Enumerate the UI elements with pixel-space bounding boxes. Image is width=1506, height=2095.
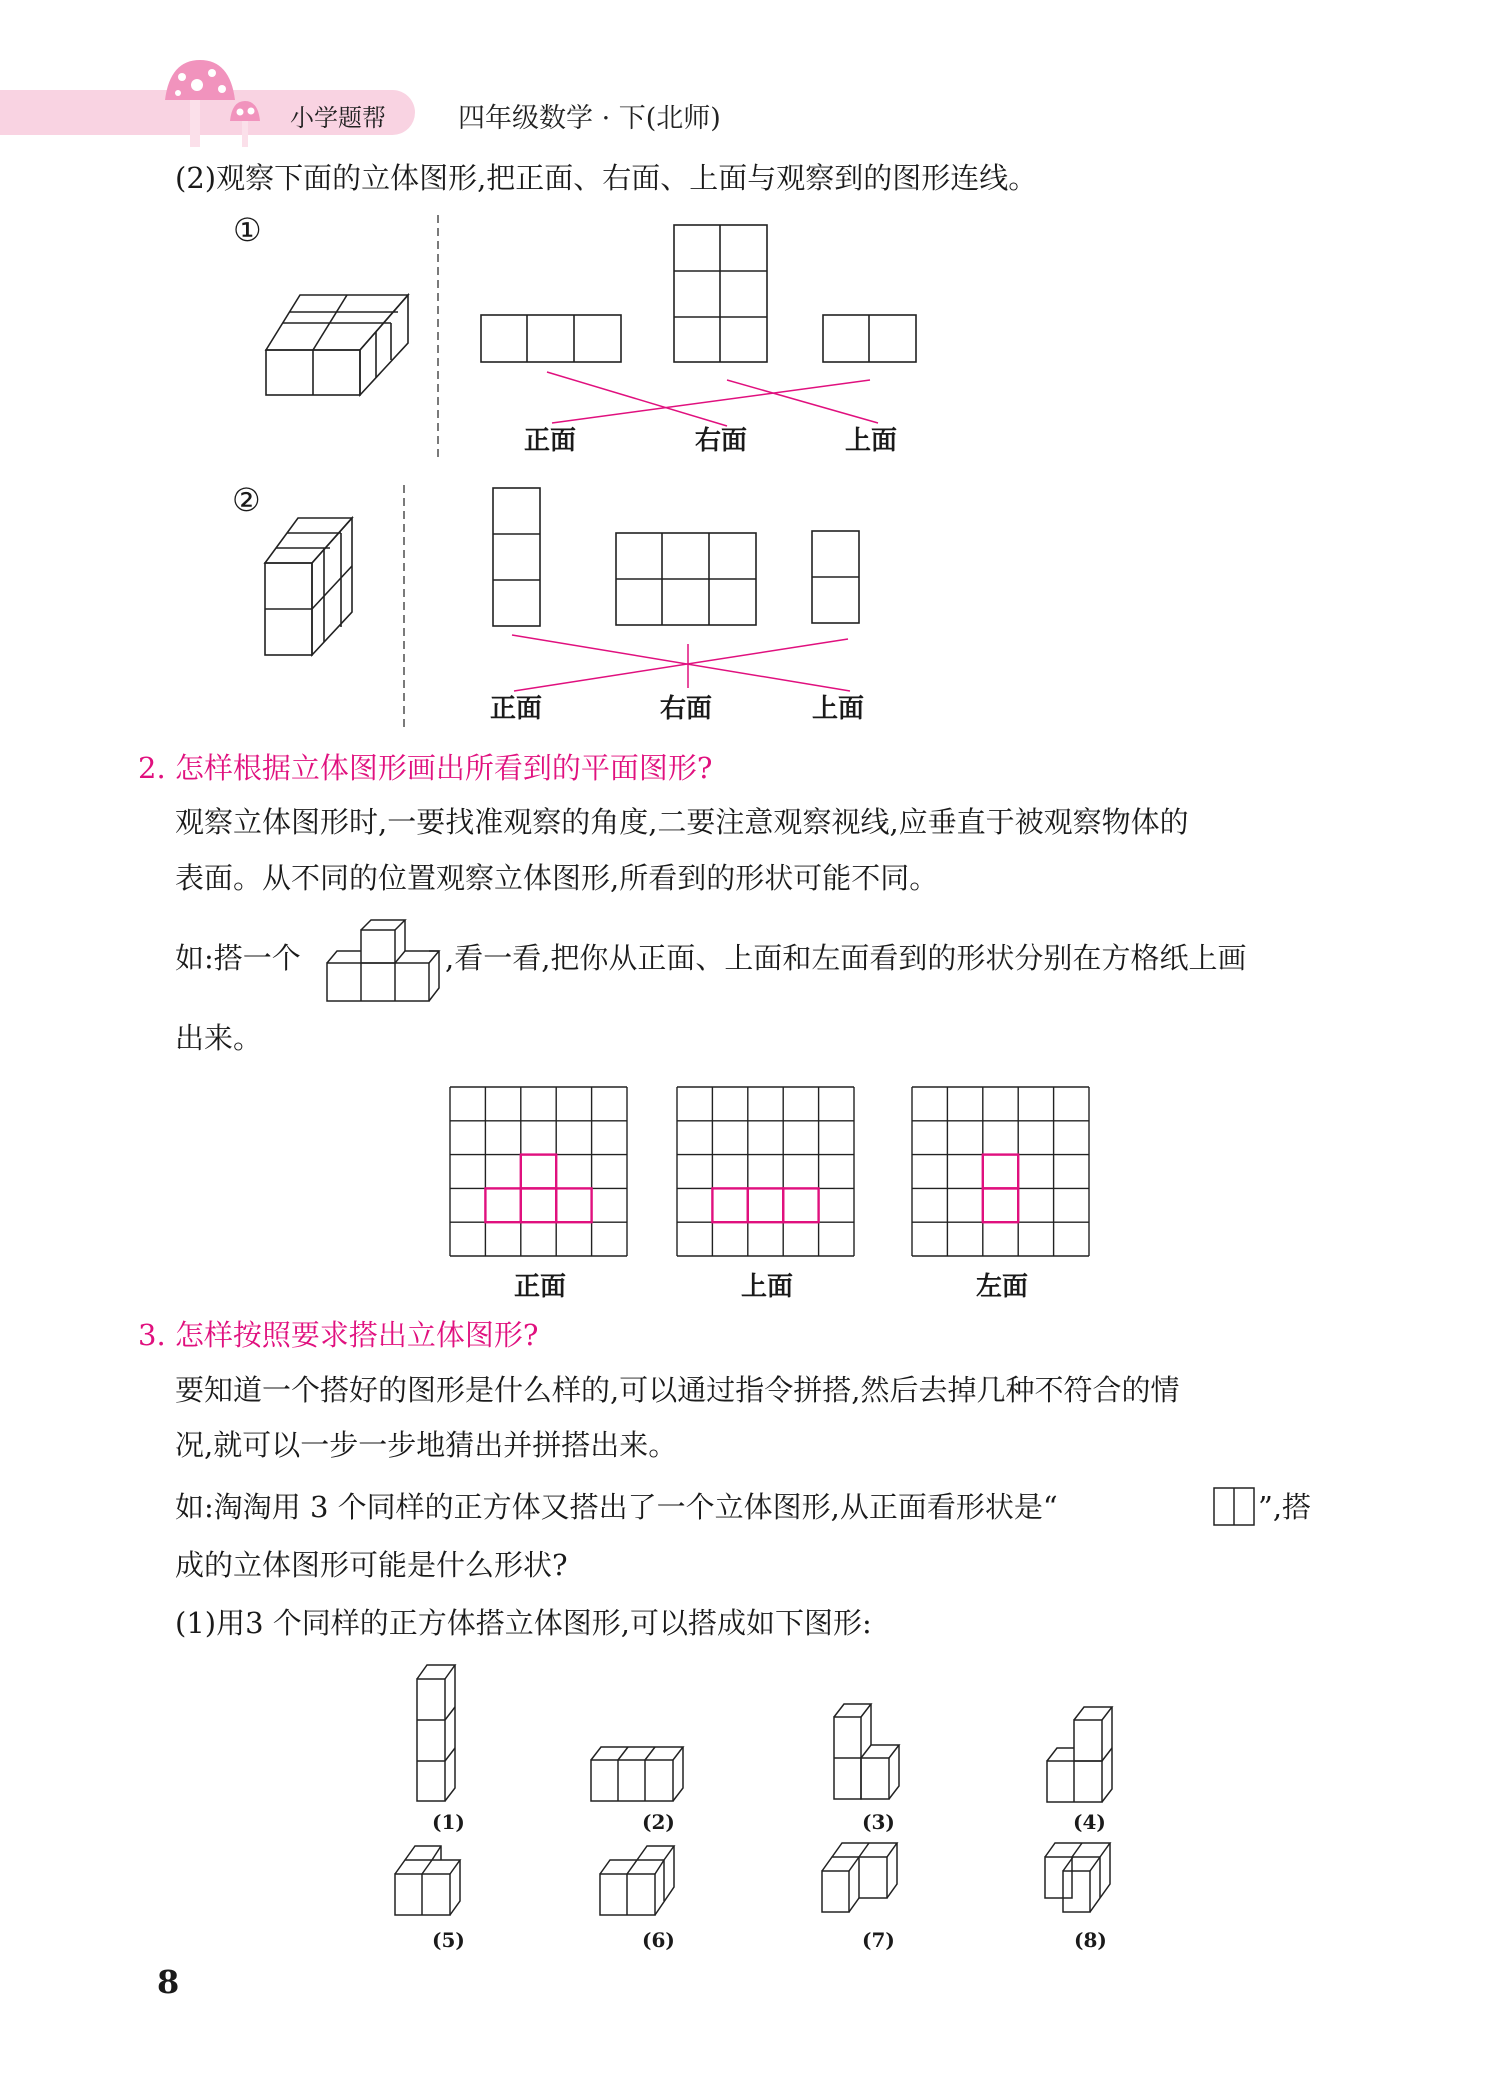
section2-example-prefix: 如:搭一个 <box>175 941 301 975</box>
exercise1-divider <box>436 215 440 460</box>
figure-3-l-shape <box>833 1703 903 1803</box>
exercise2-label-front: 正面 <box>490 694 543 724</box>
figure-caption-8: (8) <box>1074 1928 1107 1952</box>
grid-front-view <box>449 1086 629 1258</box>
exercise2-divider <box>402 485 406 730</box>
mushroom-logo-icon <box>160 55 290 150</box>
section3-para-line2: 况,就可以一步一步地猜出并拼搭出来。 <box>175 1428 678 1462</box>
section2-example-suffix: ,看一看,把你从正面、上面和左面看到的形状分别在方格纸上画 <box>445 941 1247 975</box>
exercise2-label-right: 右面 <box>660 694 713 724</box>
two-square-shape <box>1213 1487 1255 1527</box>
section2-title: 2. 怎样根据立体图形画出所看到的平面图形? <box>138 751 713 785</box>
exercise2-view-shapes <box>490 485 865 630</box>
figure-caption-1: (1) <box>432 1810 465 1834</box>
shape-1x3 <box>481 315 621 362</box>
shape-3x1 <box>493 488 540 626</box>
exercise2-connection-lines <box>510 630 870 695</box>
figure-8 <box>1043 1841 1123 1916</box>
highlighted-cell <box>983 1188 1018 1222</box>
figure-caption-3: (3) <box>862 1810 895 1834</box>
figure-caption-4: (4) <box>1073 1810 1106 1834</box>
figure-4-l-shape <box>1046 1706 1116 1804</box>
figure-1-vertical-stack <box>415 1664 465 1814</box>
book-title: 四年级数学 · 下(北师) <box>458 103 721 134</box>
highlighted-cell <box>485 1188 520 1222</box>
figure-2-horizontal-row <box>590 1746 695 1804</box>
section3-example-line1-a: 如:淘淘用 3 个同样的正方体又搭出了一个立体图形,从正面看形状是“ <box>175 1490 1058 1524</box>
exercise2-label-top: 上面 <box>812 694 865 724</box>
highlighted-cell <box>556 1188 591 1222</box>
section3-step1: (1)用3 个同样的正方体搭立体图形,可以搭成如下图形: <box>175 1606 872 1640</box>
section2-para-line2: 表面。从不同的位置观察立体图形,所看到的形状可能不同。 <box>175 861 939 895</box>
brand-name: 小学题帮 <box>290 104 386 132</box>
highlighted-cell <box>983 1155 1018 1189</box>
example-solid-figure <box>325 918 440 1003</box>
exercise1-label-right: 右面 <box>695 426 748 456</box>
section2-para-line1: 观察立体图形时,一要找准观察的角度,二要注意观察视线,应垂直于被观察物体的 <box>175 805 1189 839</box>
figure-5 <box>393 1844 473 1919</box>
section3-example-line1-b: ”,搭 <box>1258 1490 1312 1524</box>
exercise1-view-shapes <box>478 222 928 372</box>
figure-caption-6: (6) <box>642 1928 675 1952</box>
exercise1-marker: ① <box>233 211 262 249</box>
highlighted-cell <box>748 1188 783 1222</box>
figure-7 <box>820 1841 900 1916</box>
figure-caption-2: (2) <box>642 1810 675 1834</box>
page-number: 8 <box>157 1963 180 2001</box>
part2-instruction: (2)观察下面的立体图形,把正面、右面、上面与观察到的图形连线。 <box>175 161 1038 195</box>
exercise1-label-front: 正面 <box>524 426 577 456</box>
section3-example-line2: 成的立体图形可能是什么形状? <box>175 1548 568 1582</box>
figure-caption-7: (7) <box>862 1928 895 1952</box>
exercise1-label-top: 上面 <box>845 426 898 456</box>
grid-label-left: 左面 <box>976 1272 1029 1302</box>
figure-6 <box>598 1844 678 1919</box>
highlighted-cell <box>521 1188 556 1222</box>
section3-title: 3. 怎样按照要求搭出立体图形? <box>138 1318 539 1352</box>
grid-label-front: 正面 <box>514 1272 567 1302</box>
exercise2-marker: ② <box>232 481 261 519</box>
section2-example-line2: 出来。 <box>175 1021 263 1055</box>
figure-caption-5: (5) <box>432 1928 465 1952</box>
grid-left-view <box>911 1086 1091 1258</box>
exercise2-solid-figure <box>262 515 372 660</box>
grid-label-top: 上面 <box>741 1272 794 1302</box>
section3-para-line1: 要知道一个搭好的图形是什么样的,可以通过指令拼搭,然后去掉几种不符合的情 <box>175 1373 1180 1407</box>
highlighted-cell <box>521 1155 556 1189</box>
highlighted-cell <box>783 1188 818 1222</box>
exercise1-solid-figure <box>260 285 420 395</box>
highlighted-cell <box>712 1188 747 1222</box>
grid-top-view <box>676 1086 856 1258</box>
